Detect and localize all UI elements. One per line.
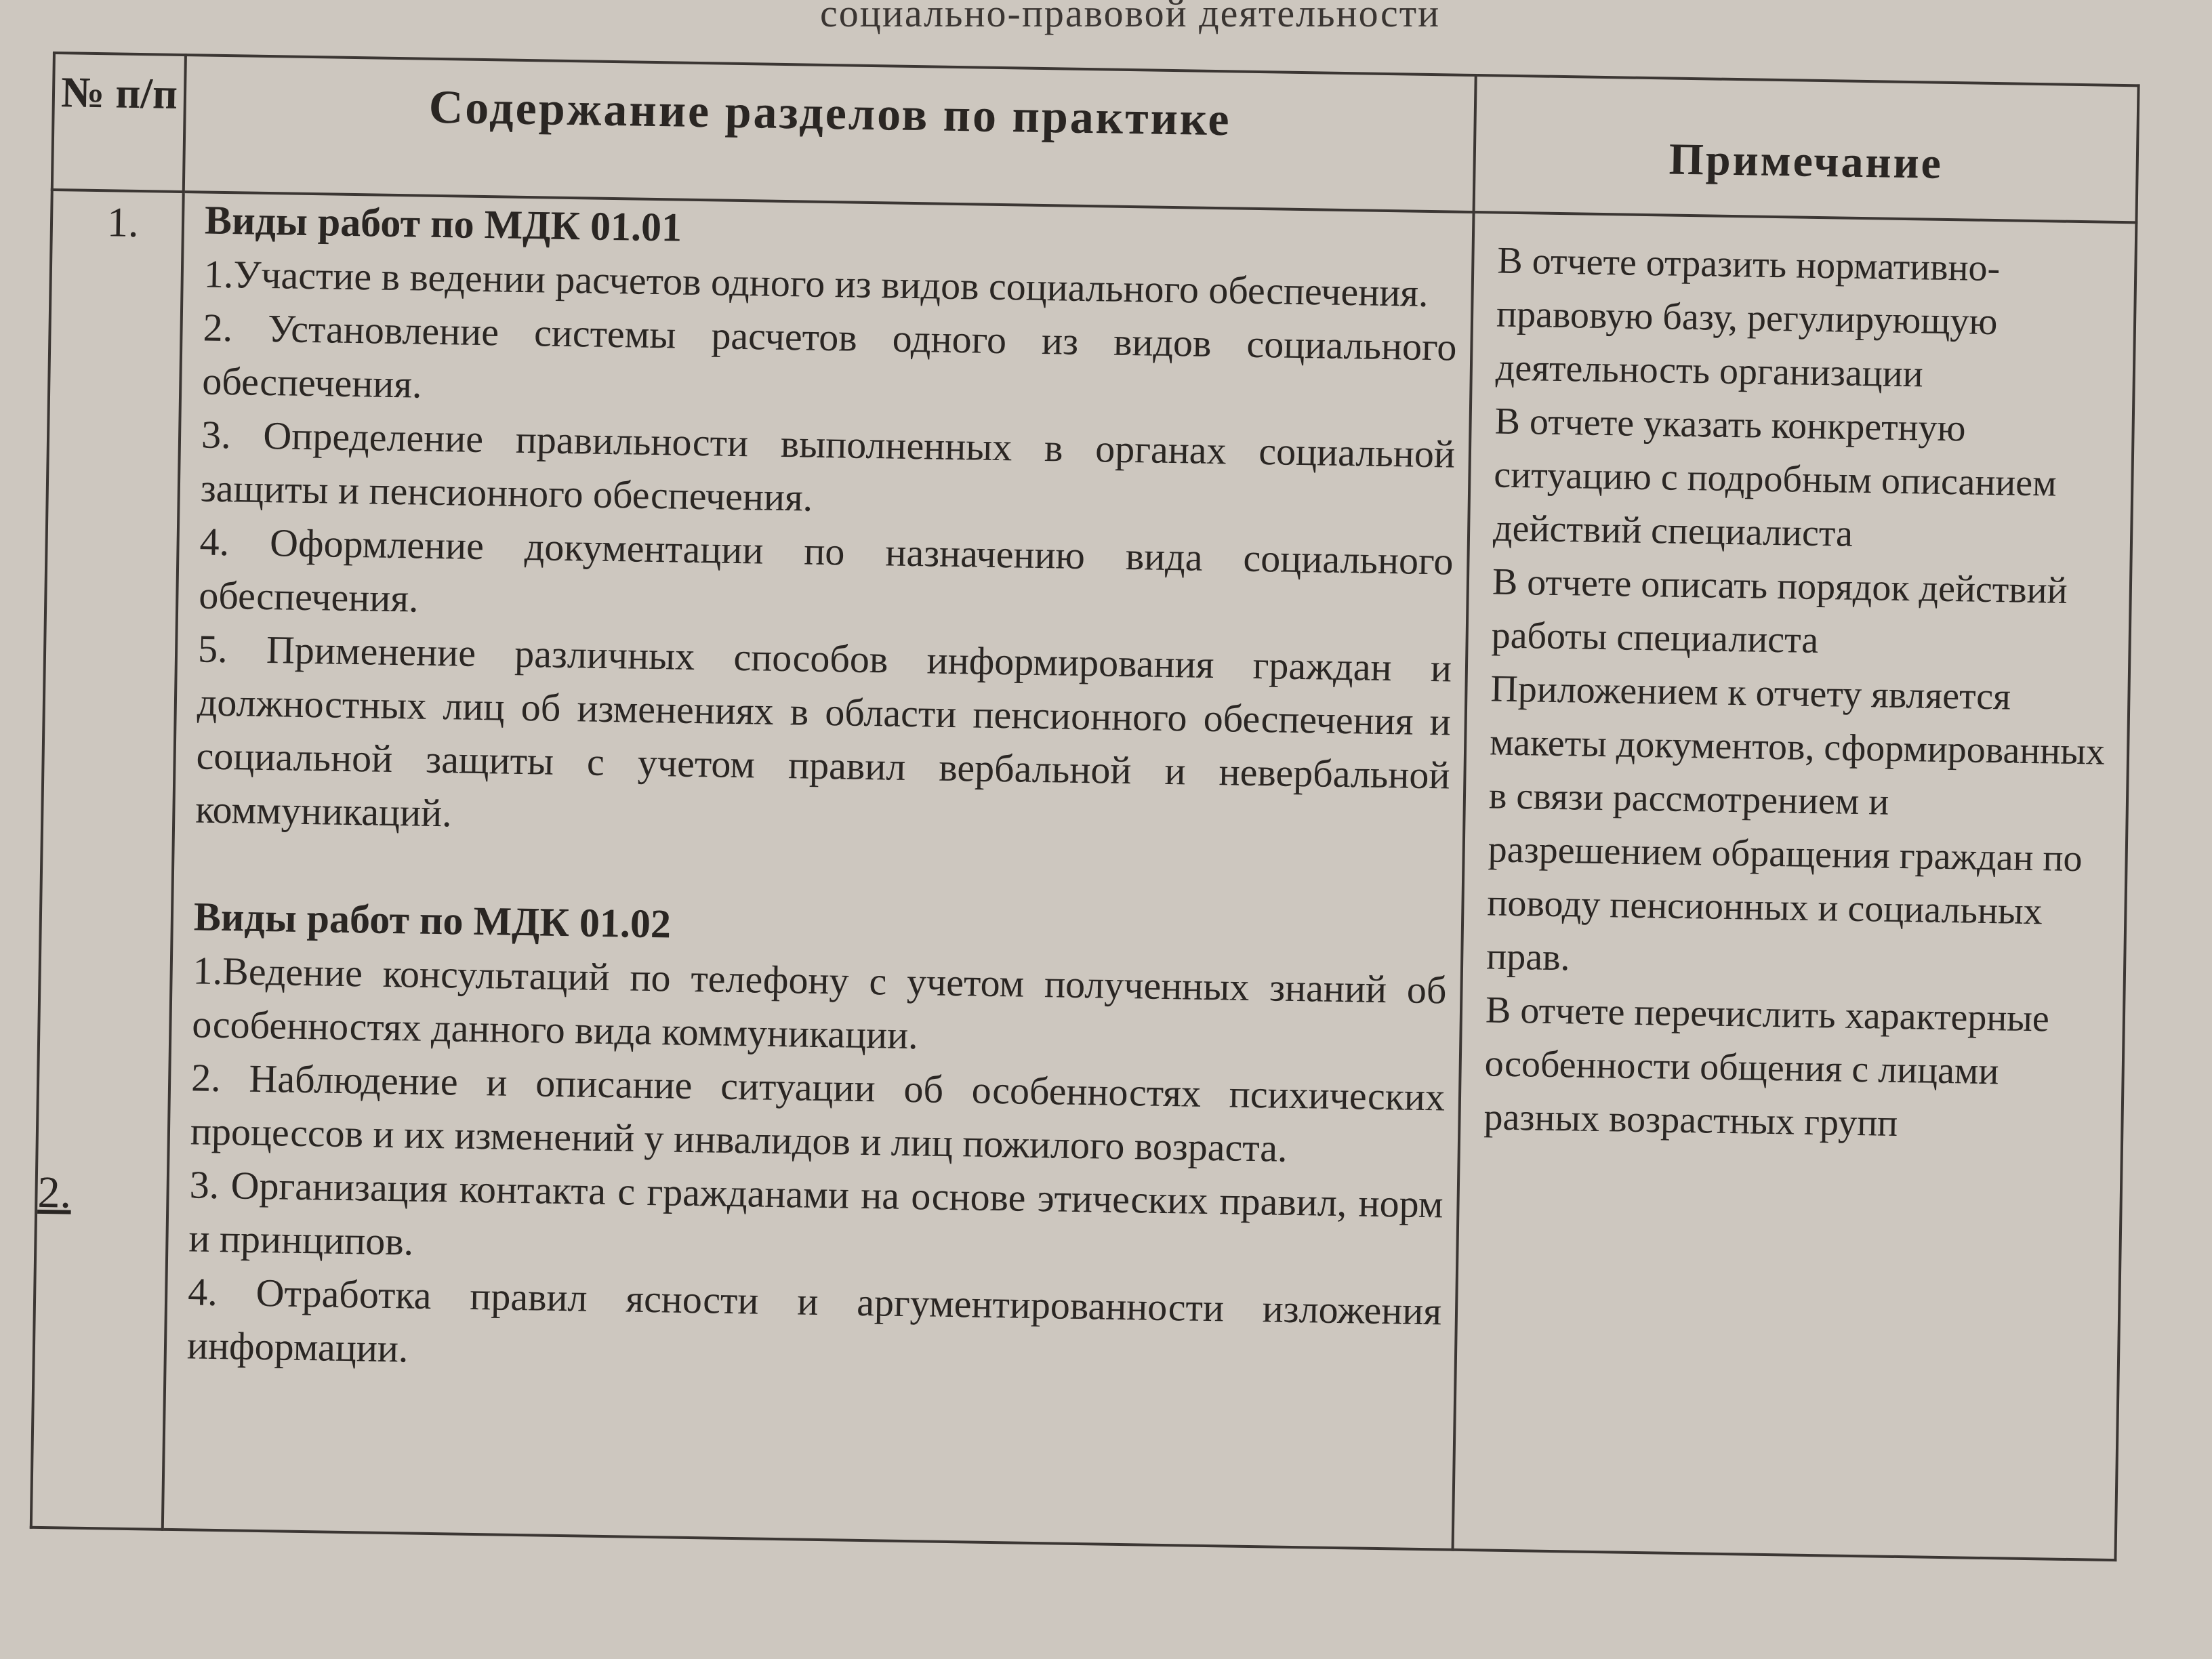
header-number: № п/п xyxy=(52,53,186,192)
section-title-mdk-01-01: Виды работ по МДК 01.01 xyxy=(204,197,682,250)
list-item: 2. Наблюдение и описание ситуации об особенностях психических процессов и их изменений у инвалидов и лиц пожилого возраста. xyxy=(190,1055,1446,1170)
list-item: 1.Ведение консультаций по телефону с учетом полученных знаний об особенностях данного вида коммуникации. xyxy=(191,948,1448,1058)
list-item: 3. Организация контакта с гражданами на основе этических правил, норм и принципов. xyxy=(188,1162,1444,1264)
header-note: Примечание xyxy=(1474,75,2139,222)
row-number-cell xyxy=(31,190,184,1530)
table-body-row xyxy=(31,190,2137,1560)
note-item: В отчете описать порядок действий работы специалиста xyxy=(1491,560,2068,662)
note-item: В отчете отразить нормативно-правовую базу, регулирующую деятельность организации xyxy=(1495,239,2001,396)
page-heading: социально-правовой деятельности xyxy=(820,0,1441,35)
header-content: Содержание разделов по практике xyxy=(184,55,1476,212)
section-title-mdk-01-02: Виды работ по МДК 01.02 xyxy=(193,894,672,947)
note-item: В отчете перечислить характерные особенности общения с лицами разных возрастных групп xyxy=(1483,989,2050,1145)
content-cell xyxy=(163,192,1474,1550)
list-item: 4. Оформление документации по назначению вида социального обеспечения. xyxy=(198,519,1454,621)
row-number-2: 2. xyxy=(37,1167,72,1218)
practice-table xyxy=(30,52,2140,1561)
list-item: 1.Участие в ведении расчетов одного из видов социального обеспечения. xyxy=(203,251,1429,315)
row-number-1: 1. xyxy=(106,199,140,247)
list-item: 3. Определение правильности выполненных в органах социальной защиты и пенсионного обеспечения. xyxy=(200,412,1456,520)
note-item: В отчете указать конкретную ситуацию с подробным описанием действий специалиста xyxy=(1492,400,2057,555)
note-cell xyxy=(1453,212,2137,1560)
note-item: Приложением к отчету является макеты документов, сформированных в связи рассмотрением и разрешением обращения граждан по поводу пенсионных и социальных прав. xyxy=(1486,668,2106,979)
list-item: 4. Отработка правил ясности и аргументированности изложения информации. xyxy=(186,1269,1442,1371)
list-item: 2. Установление системы расчетов одного из видов социального обеспечения. xyxy=(201,305,1457,407)
list-item: 5. Применение различных способов информирования граждан и должностных лиц об изменениях в области пенсионного обеспечения и социальной защиты с учетом правил вербальной и невербальной коммуникаций. xyxy=(194,626,1452,836)
